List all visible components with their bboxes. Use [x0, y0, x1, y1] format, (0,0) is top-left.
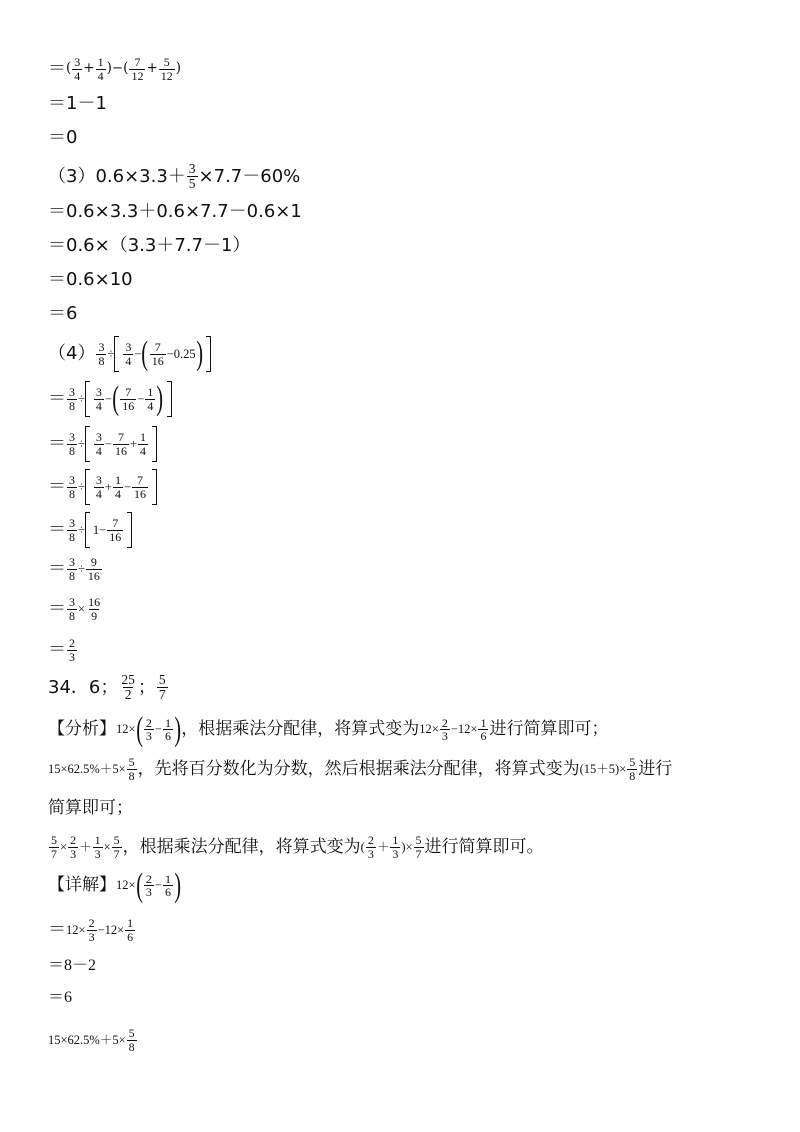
- step-text: 15×62.5%＋5×: [48, 1032, 126, 1047]
- analysis-line-2: 15×62.5%＋5× $\frac{5}{8}$ ，先将百分数化为分数，然后根据乘法分配律，将算式变为 (15＋5)× $\frac{5}{8}$ 进行: [48, 755, 673, 783]
- fraction: $\frac{5}{7}$: [51, 833, 57, 861]
- equals-sign: ＝: [48, 519, 66, 540]
- analysis-tag: 【分析】: [48, 719, 116, 740]
- fraction: $\frac{2}{3}$: [145, 871, 152, 900]
- fraction: $\frac{1}{6}$: [127, 916, 134, 944]
- fraction: $\frac{7}{16}$: [134, 472, 146, 501]
- step-line: [48, 958, 96, 974]
- analysis-text: ，根据乘法分配律，将算式变为: [122, 836, 361, 857]
- step-line: ＝ $\frac{3}{8}$ ÷ $\frac{3}{4}$ + $\frac{1}{4}$ − $\frac{7}{16}$: [48, 469, 157, 505]
- step-line: ＝0.6×10: [48, 269, 133, 290]
- fraction: $\frac{3}{4}$: [74, 55, 81, 83]
- analysis-line-1: 【分析】 12× ( $\frac{2}{3}$ − $\frac{1}{6}$ ) ，根据乘法分配律，将算式变为 12× $\frac{2}{3}$ −12× $\frac{1}{6}$ 进行简算即可；: [48, 711, 609, 748]
- fraction: $\frac{25}{2}$: [121, 672, 135, 703]
- step-line: [48, 990, 72, 1006]
- fraction: $\frac{2}{3}$: [145, 715, 152, 744]
- fraction: $\frac{9}{16}$: [87, 555, 100, 583]
- expr-part: ×7.7－60%: [198, 165, 301, 187]
- step-line: ＝0.6×（3.3＋7.7－1）: [48, 235, 251, 256]
- equals-sign: ＝: [48, 598, 66, 620]
- fraction: $\frac{3}{8}$: [69, 429, 75, 458]
- separator: ；: [137, 676, 156, 698]
- step-line: ＝ $\frac{3}{8}$ ÷ $\frac{3}{4}$ − ( $\frac{7}{16}$ − $\frac{1}{4}$ ): [48, 381, 172, 417]
- fraction: $\frac{7}{16}$: [114, 429, 127, 458]
- fraction: $\frac{1}{6}$: [164, 871, 171, 900]
- fraction: $\frac{7}{16}$: [109, 515, 122, 544]
- fraction: $\frac{1}{4}$: [140, 429, 146, 458]
- detail-line: 【详解】 12× ( $\frac{2}{3}$ − $\frac{1}{6}$ ): [48, 867, 182, 904]
- fraction: $\frac{7}{12}$: [131, 55, 144, 83]
- fraction: $\frac{3}{8}$: [98, 339, 105, 368]
- fraction: $\frac{2}{3}$: [441, 715, 448, 744]
- fraction: $\frac{1}{4}$: [97, 55, 104, 83]
- step-line: ＝ $\frac{3}{8}$ ÷ $\frac{9}{16}$: [48, 555, 100, 583]
- fraction: $\frac{5}{7}$: [415, 833, 422, 861]
- analysis-text: ，先将百分数化为分数，然后根据乘法分配律，将算式变为: [137, 758, 580, 779]
- fraction: $\frac{1}{6}$: [480, 715, 487, 744]
- step-line: ＝6: [48, 303, 78, 324]
- step-line: ＝ 12× $\frac{2}{3}$ −12× $\frac{1}{6}$: [48, 916, 134, 944]
- fraction: $\frac{5}{12}$: [160, 55, 173, 83]
- step-line: ＝ $\frac{3}{8}$ ÷ 1− $\frac{7}{16}$: [48, 512, 132, 548]
- equals-sign: ＝: [48, 433, 66, 454]
- analysis-line-2b: 简算即可；: [48, 798, 133, 818]
- fraction: $\frac{7}{16}$: [122, 384, 135, 413]
- fraction: $\frac{5}{8}$: [128, 755, 135, 783]
- fraction: $\frac{3}{5}$: [188, 161, 196, 192]
- step-line: ＝ $\frac{3}{8}$ × $\frac{16}{9}$: [48, 595, 101, 623]
- problem-label: （4）: [48, 343, 96, 364]
- step-line: [48, 1027, 138, 1053]
- fraction: $\frac{5}{7}$: [113, 833, 120, 861]
- equals-sign: ＝: [48, 58, 66, 80]
- step-text: ＝6: [48, 989, 73, 1006]
- fraction: $\frac{3}{8}$: [69, 384, 75, 413]
- fraction: $\frac{3}{8}$: [69, 472, 75, 501]
- analysis-text: 进行简算即可。: [424, 836, 544, 857]
- step-line: [48, 637, 78, 663]
- fraction: $\frac{3}{4}$: [95, 384, 102, 413]
- fraction: $\frac{5}{7}$: [158, 672, 166, 703]
- fraction: $\frac{3}{4}$: [95, 429, 102, 458]
- equals-sign: ＝: [48, 558, 66, 580]
- fraction: $\frac{3}{8}$: [69, 595, 75, 623]
- step-line: ＝ ( $\frac{3}{4}$ + $\frac{1}{4}$ )−( $\frac{7}{12}$ + $\frac{5}{12}$ ): [48, 55, 182, 83]
- analysis-text: 进行简算即可；: [489, 719, 609, 740]
- step-line: ＝ $\frac{3}{8}$ ÷ $\frac{3}{4}$ − $\frac{7}{16}$ + $\frac{1}{4}$: [48, 426, 157, 462]
- step-text: ＝8－2: [48, 957, 97, 974]
- fraction: $\frac{1}{4}$: [114, 472, 121, 501]
- fraction: $\frac{1}{3}$: [94, 833, 101, 861]
- fraction: $\frac{3}{8}$: [69, 555, 75, 583]
- fraction: $\frac{1}{6}$: [164, 715, 171, 744]
- step-line: ＝0: [48, 127, 78, 148]
- fraction: $\frac{7}{16}$: [151, 339, 164, 368]
- fraction: $\frac{16}{9}$: [88, 595, 101, 623]
- fraction: $\frac{3}{8}$: [69, 515, 75, 544]
- question-number: 34．6；: [48, 676, 119, 698]
- fraction: $\frac{2}{3}$: [69, 636, 75, 664]
- fraction: $\frac{2}{3}$: [70, 833, 77, 861]
- problem-3-expression: [48, 162, 300, 191]
- step-line: ＝0.6×3.3＋0.6×7.7－0.6×1: [48, 201, 302, 222]
- equals-sign: ＝: [48, 919, 66, 941]
- problem-label: （3）: [48, 165, 96, 187]
- fraction: $\frac{2}{3}$: [367, 833, 374, 861]
- equals-sign: ＝: [48, 639, 66, 661]
- analysis-line-3: $\frac{5}{7}$ × $\frac{2}{3}$ ＋ $\frac{1}{3}$ × $\frac{5}{7}$ ，根据乘法分配律，将算式变为 ( $\frac{2}{3}$ ＋ $\frac{1}{3}$ )× $\frac{5}{7}$ 进行简算即可。: [51, 833, 544, 861]
- detail-tag: 【详解】: [48, 875, 116, 896]
- fraction: $\frac{3}{4}$: [95, 472, 102, 501]
- problem-4-expression: （4） $\frac{3}{8}$ ÷ $\frac{3}{4}$ − ( $\frac{7}{16}$ −0.25 ): [48, 336, 211, 372]
- fraction: $\frac{3}{4}$: [125, 339, 132, 368]
- analysis-text: 进行: [638, 758, 673, 779]
- fraction: $\frac{2}{3}$: [88, 916, 95, 944]
- analysis-text: ，根据乘法分配律，将算式变为: [181, 719, 420, 740]
- expr-part: 0.6×3.3＋: [95, 165, 186, 187]
- fraction: $\frac{1}{4}$: [147, 384, 154, 413]
- answer-line: [48, 673, 169, 702]
- fraction: $\frac{1}{3}$: [392, 833, 399, 861]
- equals-sign: ＝: [48, 476, 66, 497]
- equals-sign: ＝: [48, 388, 66, 409]
- step-line: ＝1－1: [48, 93, 107, 114]
- fraction: $\frac{5}{8}$: [128, 1026, 135, 1054]
- fraction: $\frac{5}{8}$: [629, 755, 636, 783]
